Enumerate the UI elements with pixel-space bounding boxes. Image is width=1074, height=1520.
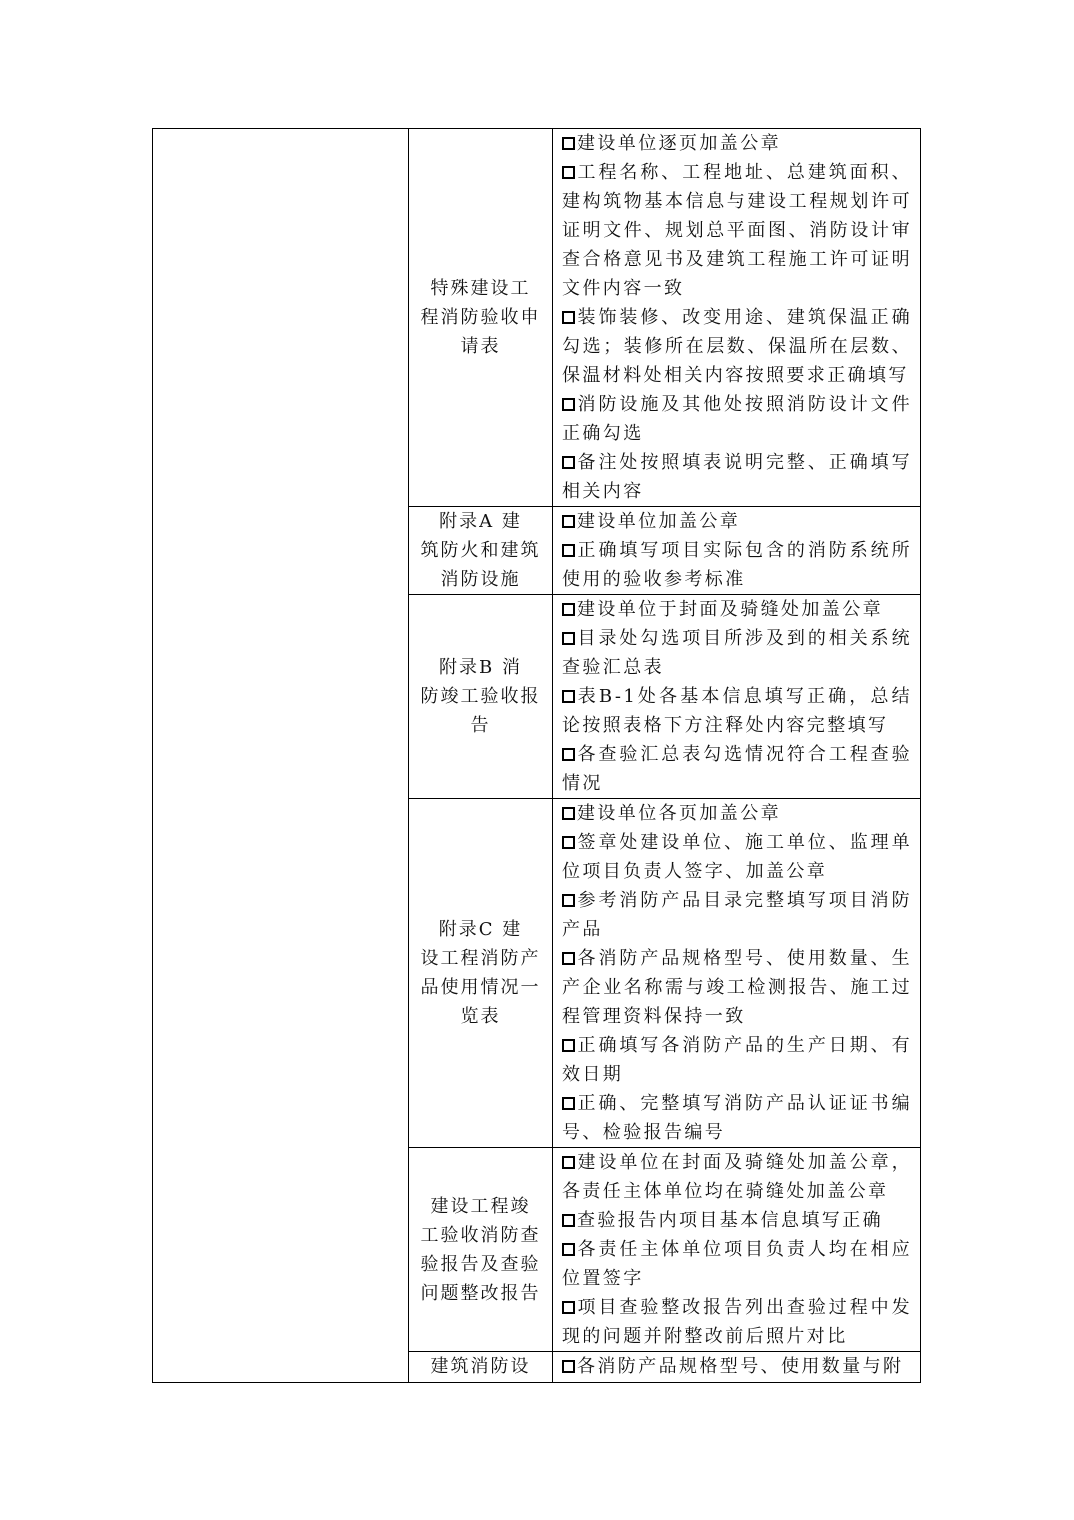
checklist-item-text: 各消防产品规格型号、使用数量、生产企业名称需与竣工检测报告、施工过程管理资料保持一致 <box>562 948 912 1027</box>
checkbox-icon[interactable] <box>562 166 575 179</box>
checklist-item <box>562 390 912 448</box>
document-name-line: 品使用情况一 <box>420 977 541 998</box>
checkbox-icon[interactable] <box>562 952 575 965</box>
checklist-item <box>562 1352 912 1382</box>
document-name-line: 问题整改报告 <box>420 1282 541 1304</box>
checklist-item-text: 正确、完整填写消防产品认证证书编号、检验报告编号 <box>562 1093 912 1143</box>
document-name-line: 设工程消防产 <box>420 948 541 969</box>
checklist-item-text: 备注处按照填表说明完整、正确填写相关内容 <box>562 452 912 502</box>
checklist-item <box>562 595 912 624</box>
checklist-item-text: 建设单位于封面及骑缝处加盖公章 <box>577 599 883 620</box>
document-name-line: 请表 <box>460 336 501 357</box>
document-name-cell <box>409 507 553 595</box>
requirements-cell <box>553 595 921 799</box>
document-name-cell <box>409 1148 553 1352</box>
checklist-item-text: 签章处建设单位、施工单位、监理单位项目负责人签字、加盖公章 <box>562 832 912 882</box>
document-name-cell <box>409 799 553 1148</box>
checklist-item <box>562 1089 912 1147</box>
checkbox-icon[interactable] <box>562 603 575 616</box>
checkbox-icon[interactable] <box>562 1156 575 1169</box>
checkbox-icon[interactable] <box>562 894 575 907</box>
checkbox-icon[interactable] <box>562 1214 575 1227</box>
document-name-line: 附录C 建 <box>438 919 523 940</box>
checklist-item-text: 参考消防产品目录完整填写项目消防产品 <box>562 890 912 940</box>
checklist-item-text: 各责任主体单位项目负责人均在相应位置签字 <box>562 1239 912 1289</box>
document-name <box>415 915 546 1031</box>
checkbox-icon[interactable] <box>562 748 575 761</box>
requirements-cell <box>553 1148 921 1352</box>
checklist-item <box>562 624 912 682</box>
checklist-item-text: 目录处勾选项目所涉及到的相关系统查验汇总表 <box>562 628 912 678</box>
checklist-item <box>562 740 912 798</box>
checkbox-icon[interactable] <box>562 1039 575 1052</box>
document-name-cell <box>409 1352 553 1383</box>
checklist-item <box>562 799 912 828</box>
checklist-item <box>562 682 912 740</box>
document-name <box>415 1192 546 1308</box>
table-row <box>153 129 921 507</box>
requirements-cell <box>553 507 921 595</box>
checklist-item-text: 消防设施及其他处按照消防设计文件正确勾选 <box>562 394 912 444</box>
document-name-line: 程消防验收申 <box>420 307 541 328</box>
checkbox-icon[interactable] <box>562 398 575 411</box>
checklist-item-text: 正确填写各消防产品的生产日期、有效日期 <box>562 1035 912 1085</box>
checklist-item <box>562 129 912 158</box>
checklist-item <box>562 886 912 944</box>
checkbox-icon[interactable] <box>562 1097 575 1110</box>
checklist-item-text: 各查验汇总表勾选情况符合工程查验情况 <box>562 744 912 794</box>
document-name <box>415 274 546 361</box>
checkbox-icon[interactable] <box>562 544 575 557</box>
checklist-item <box>562 944 912 1031</box>
document-name-cell <box>409 129 553 507</box>
document-name-line: 附录A 建 <box>439 511 522 532</box>
checklist-item <box>562 158 912 303</box>
checkbox-icon[interactable] <box>562 690 575 703</box>
checkbox-icon[interactable] <box>562 137 575 150</box>
checklist-item <box>562 448 912 506</box>
checkbox-icon[interactable] <box>562 456 575 469</box>
checklist-item-text: 建设单位各页加盖公章 <box>577 803 781 824</box>
checklist-item-text: 建设单位逐页加盖公章 <box>577 133 781 154</box>
category-cell <box>153 129 409 1383</box>
document-name-cell <box>409 595 553 799</box>
document-name-line: 消防设施 <box>440 569 521 590</box>
checklist-item <box>562 1235 912 1293</box>
document-name-line: 附录B 消 <box>439 657 522 678</box>
checkbox-icon[interactable] <box>562 1243 575 1256</box>
checklist-item-text: 各消防产品规格型号、使用数量与附 <box>577 1356 904 1377</box>
document-name-line: 告 <box>470 715 491 736</box>
document-name: 建筑消防设 <box>430 1356 531 1377</box>
requirements-cell <box>553 1352 921 1383</box>
checklist-item-text: 查验报告内项目基本信息填写正确 <box>577 1210 883 1231</box>
checklist-item-text: 工程名称、工程地址、总建筑面积、建构筑物基本信息与建设工程规划许可证明文件、规划总平面图、消防设计审查合格意见书及建筑工程施工许可证明文件内容一致 <box>562 162 912 299</box>
checklist-item <box>562 1148 912 1206</box>
checkbox-icon[interactable] <box>562 836 575 849</box>
checklist-item <box>562 536 912 594</box>
document-name-line: 验报告及查验 <box>420 1253 541 1275</box>
document-name-line: 筑防火和建筑 <box>420 540 541 561</box>
checklist-item <box>562 828 912 886</box>
checkbox-icon[interactable] <box>562 515 575 528</box>
checklist-table <box>152 128 921 1383</box>
document-name <box>415 653 546 740</box>
checklist-item <box>562 507 912 536</box>
checklist-item-text: 建设单位在封面及骑缝处加盖公章，各责任主体单位均在骑缝处加盖公章 <box>562 1152 912 1202</box>
document-name-line: 防竣工验收报 <box>420 686 541 707</box>
requirements-cell <box>553 799 921 1148</box>
checkbox-icon[interactable] <box>562 311 575 324</box>
checklist-item-text: 建设单位加盖公章 <box>577 511 741 532</box>
checklist-item <box>562 1293 912 1351</box>
checklist-item <box>562 303 912 390</box>
checklist-item <box>562 1031 912 1089</box>
checkbox-icon[interactable] <box>562 1301 575 1314</box>
checklist-item-text: 正确填写项目实际包含的消防系统所使用的验收参考标准 <box>562 540 912 590</box>
document-name-line: 建设工程竣 <box>430 1195 531 1217</box>
document-name-line: 工验收消防查 <box>420 1224 541 1246</box>
checkbox-icon[interactable] <box>562 1360 575 1373</box>
checkbox-icon[interactable] <box>562 632 575 645</box>
document-name <box>415 507 546 594</box>
requirements-cell <box>553 129 921 507</box>
checklist-body <box>153 129 921 1383</box>
checklist-item-text: 项目查验整改报告列出查验过程中发现的问题并附整改前后照片对比 <box>562 1297 912 1347</box>
checklist-item-text: 表B-1处各基本信息填写正确，总结论按照表格下方注释处内容完整填写 <box>562 686 912 736</box>
checkbox-icon[interactable] <box>562 807 575 820</box>
document-name-line: 特殊建设工 <box>430 278 531 299</box>
checklist-item <box>562 1206 912 1235</box>
document-name-line: 览表 <box>460 1006 501 1027</box>
checklist-item-text: 装饰装修、改变用途、建筑保温正确勾选；装修所在层数、保温所在层数、保温材料处相关内容按照要求正确填写 <box>562 307 912 386</box>
